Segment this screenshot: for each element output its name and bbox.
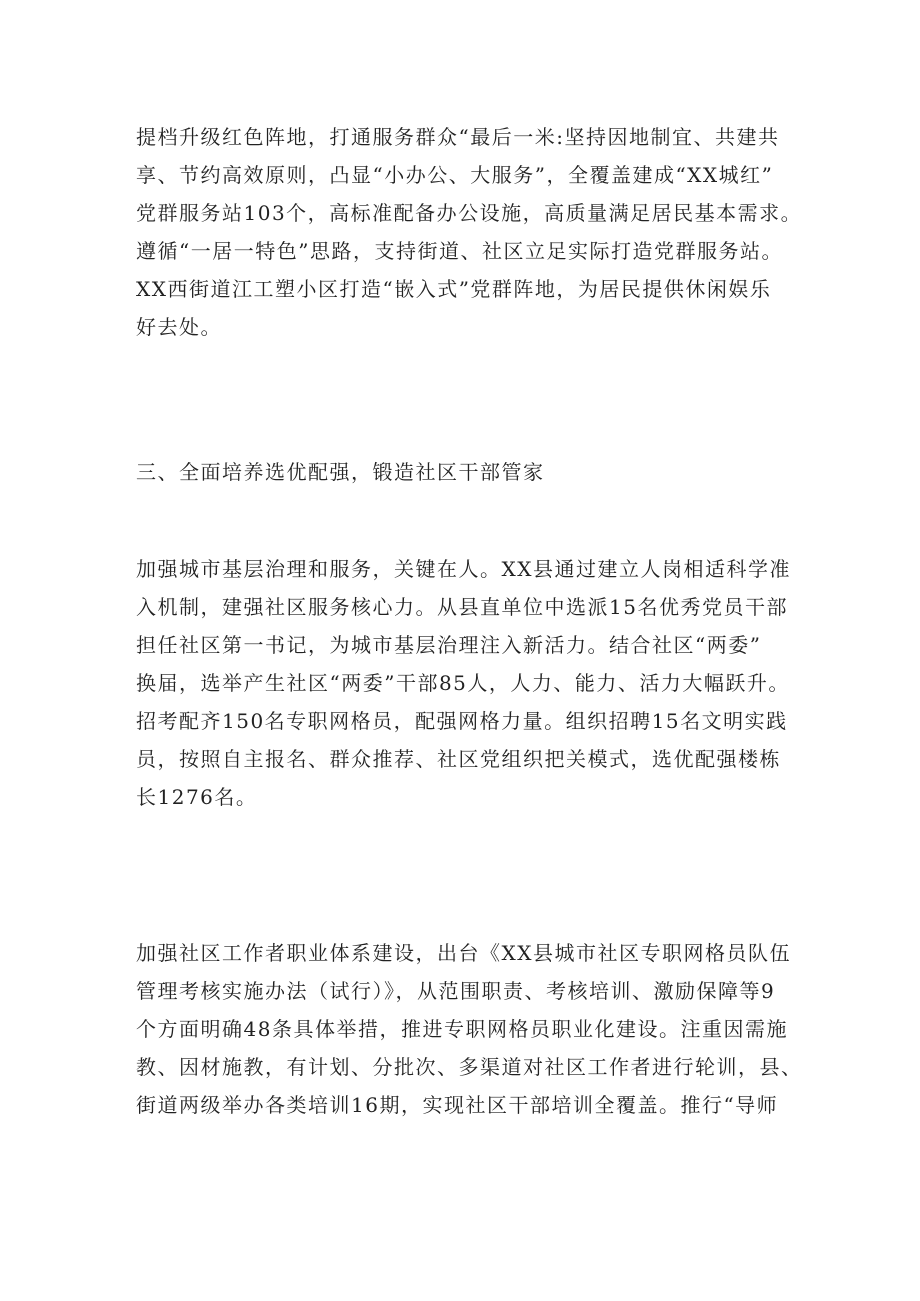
paragraph-line: 遵循“一居一特色”思路，支持街道、社区立足实际打造党群服务站。 [136, 239, 783, 263]
paragraph-line: 换届，选举产生社区“两委”干部85人，人力、能力、活力大幅跃升。 [136, 671, 790, 695]
paragraph-line: 街道两级举办各类培训16期，实现社区干部培训全覆盖。推行“导师 [136, 1093, 779, 1117]
section-heading-text: 三、全面培养选优配强，锻造社区干部管家 [136, 460, 545, 484]
paragraph-line: XX西街道江工塑小区打造“嵌入式”党群阵地，为居民提供休闲娱乐 [136, 277, 772, 301]
body-paragraph [136, 934, 803, 1124]
paragraph-line: 教、因材施教，有计划、分批次、多渠道对社区工作者进行轮训，县、 [136, 1055, 803, 1079]
paragraph-line: 招考配齐150名专职网格员，配强网格力量。组织招聘15名文明实践 [136, 709, 788, 733]
paragraph-line: 提档升级红色阵地，打通服务群众“最后一米:坚持因地制宜、共建共 [136, 125, 780, 149]
paragraph-line: 管理考核实施办法（试行）》，从范围职责、考核培训、激励保障等9 [136, 979, 776, 1003]
paragraph-line: 个方面明确48条具体举措，推进专职网格员职业化建设。注重因需施 [136, 1017, 788, 1041]
paragraph-line: 党群服务站103个，高标准配备办公设施，高质量满足居民基本需求。 [136, 201, 803, 225]
paragraph-line: 好去处。 [136, 315, 222, 339]
body-paragraph [136, 118, 803, 346]
paragraph-line: 加强社区工作者职业体系建设，出台《XX县城市社区专职网格员队伍 [136, 941, 791, 965]
paragraph-line: 长1276名。 [136, 785, 258, 809]
paragraph-line: 享、节约高效原则，凸显“小办公、大服务”，全覆盖建成“XX城红” [136, 163, 774, 187]
paragraph-line: 加强城市基层治理和服务，关键在人。XX县通过建立人岗相适科学准 [136, 557, 791, 581]
paragraph-line: 入机制，建强社区服务核心力。从县直单位中选派15名优秀党员干部 [136, 595, 788, 619]
section-heading [136, 453, 796, 491]
body-paragraph [136, 550, 796, 816]
paragraph-line: 员，按照自主报名、群众推荐、社区党组织把关模式，选优配强楼栋 [136, 747, 781, 771]
paragraph-line: 担任社区第一书记，为城市基层治理注入新活力。结合社区“两委” [136, 633, 762, 657]
